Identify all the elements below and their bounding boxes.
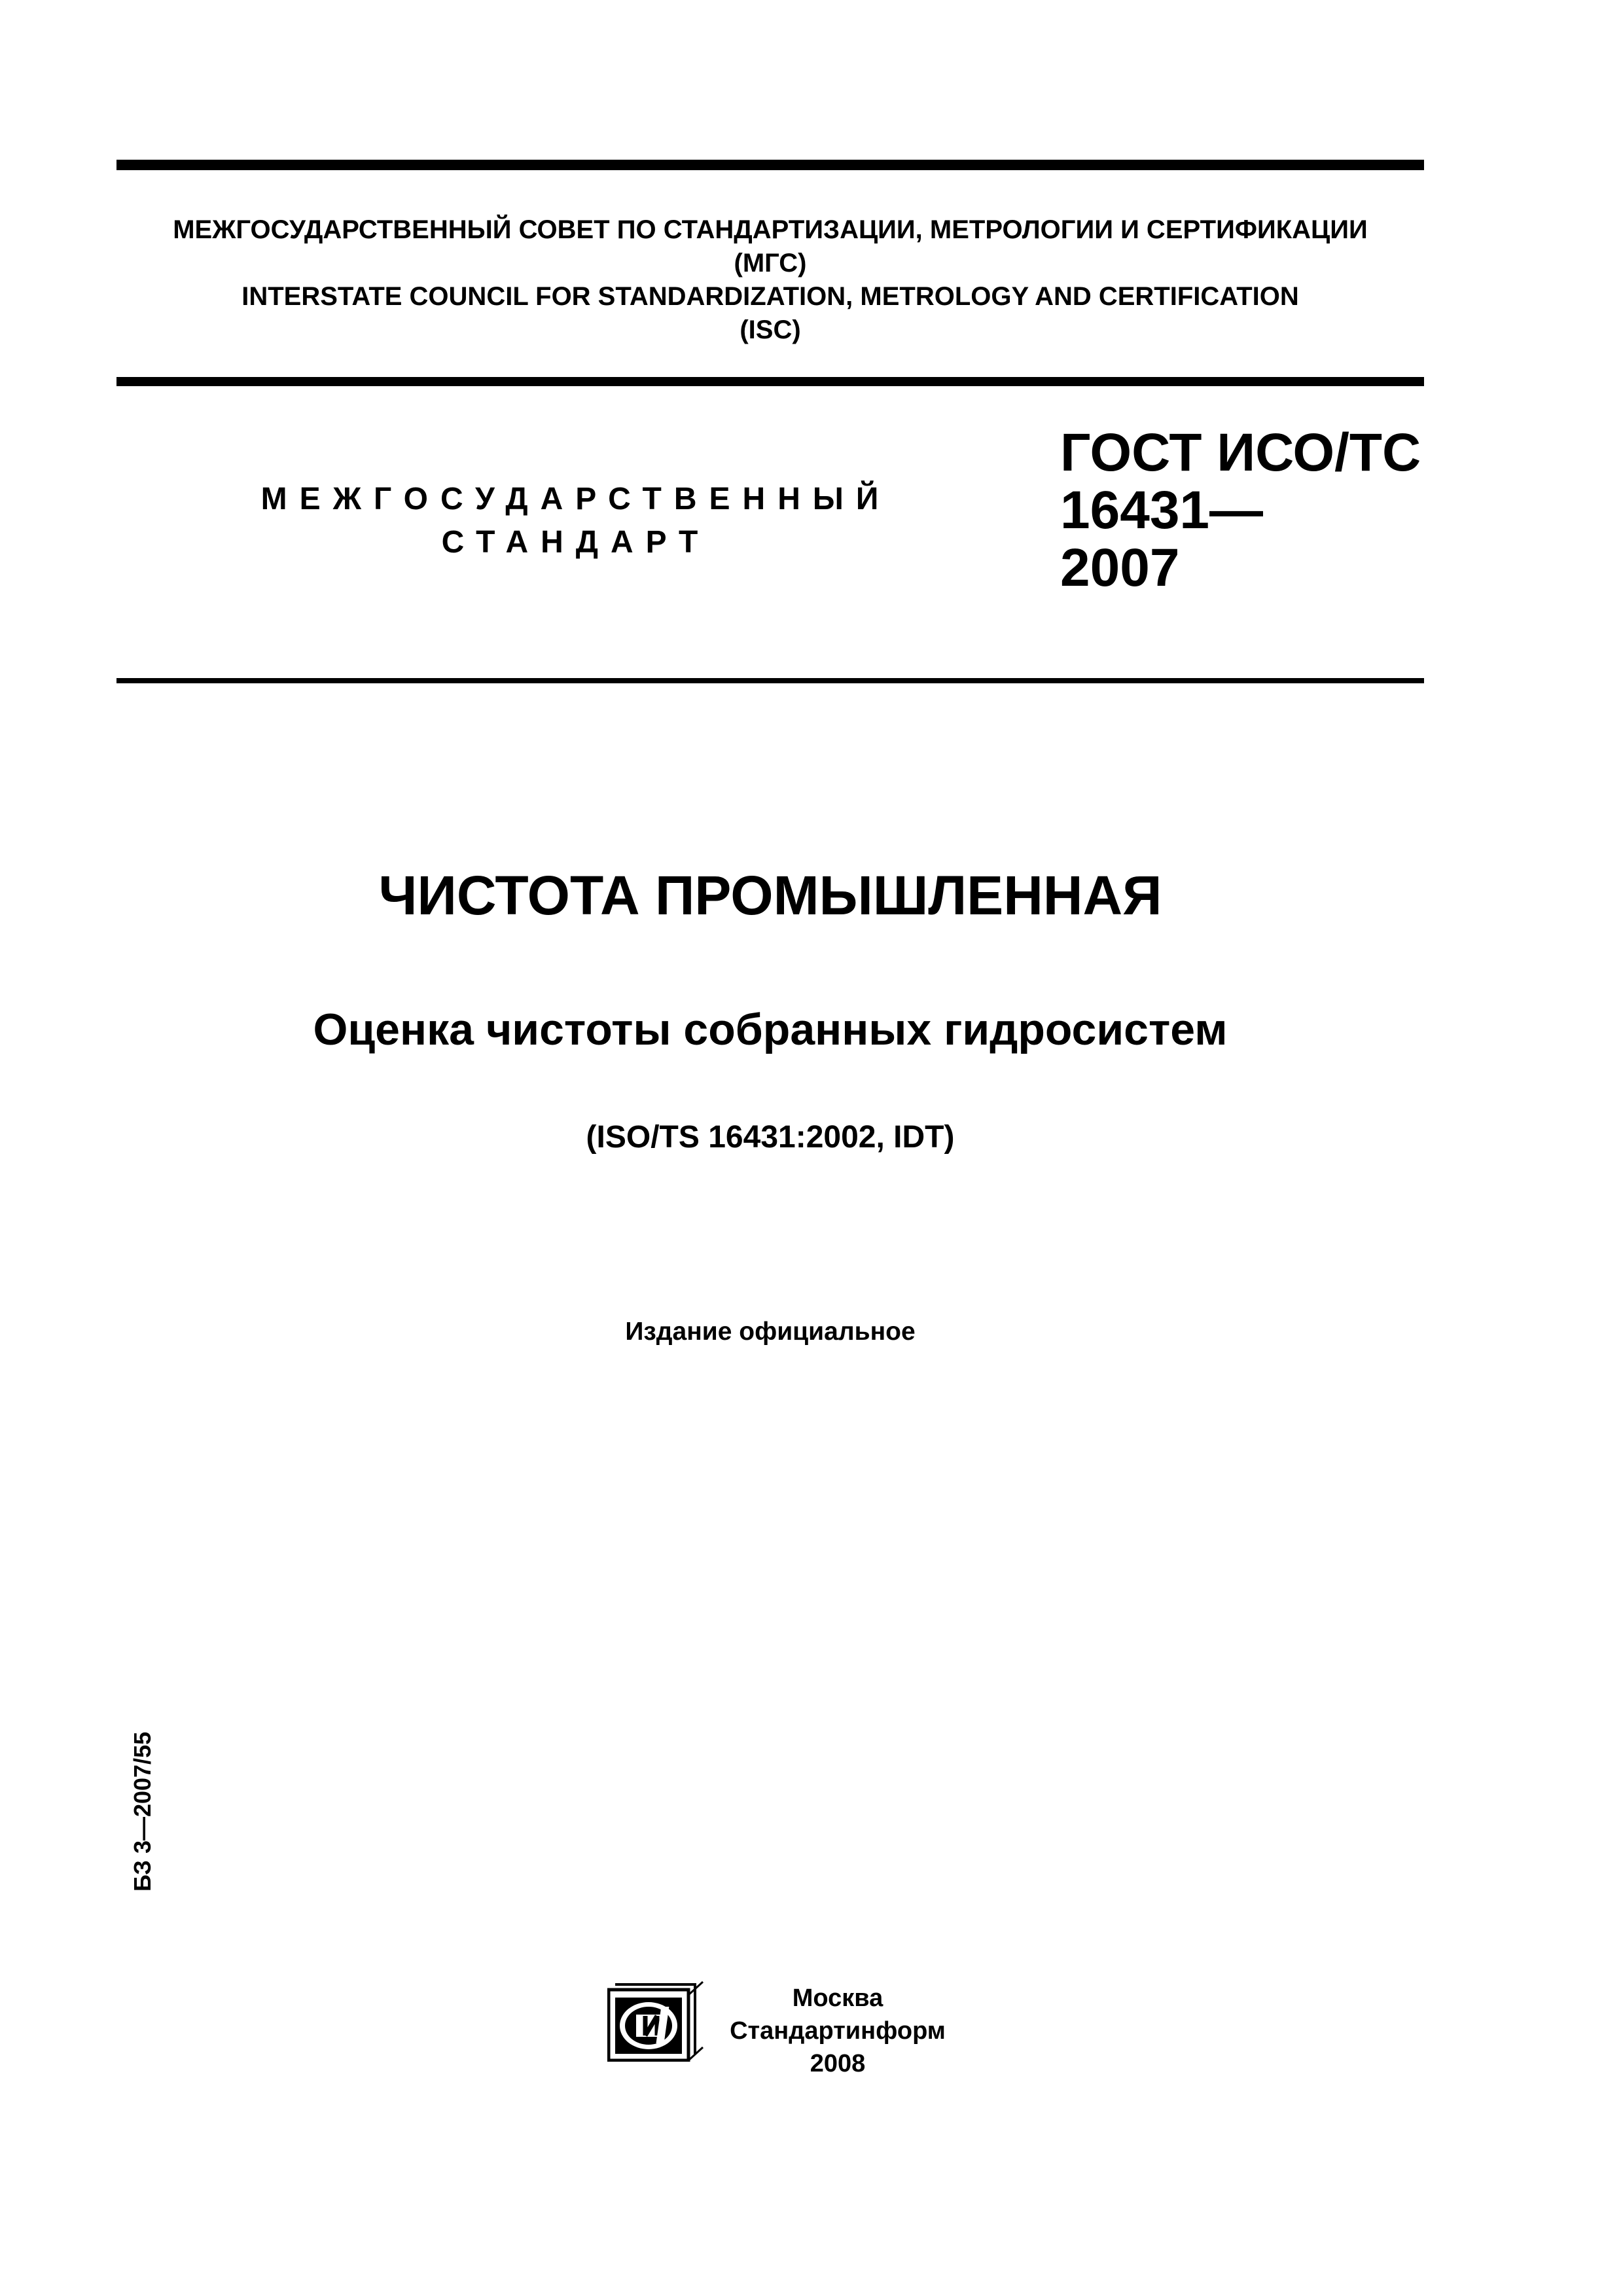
document-subtitle: Оценка чистоты собранных гидросистем: [313, 1005, 1228, 1054]
standard-designation: [1060, 424, 1421, 597]
designation-line1: ГОСТ ИСО/ТС: [1060, 423, 1421, 482]
side-code: БЗ 3—2007/55: [129, 1731, 156, 1892]
designation-line3: 2007: [1060, 538, 1180, 598]
council-name-ru: МЕЖГОСУДАРСТВЕННЫЙ СОВЕТ ПО СТАНДАРТИЗАЦИИ, МЕТРОЛОГИИ И СЕРТИФИКАЦИИ: [173, 215, 1368, 244]
middle-divider: [116, 377, 1424, 386]
standartinform-logo-icon: [607, 1981, 705, 2062]
standard-type-line2: СТАНДАРТ: [441, 525, 711, 560]
publisher-year: 2008: [810, 2050, 866, 2077]
council-header: [116, 213, 1424, 347]
publisher-city: Москва: [792, 1984, 883, 2012]
council-abbr-ru: (МГС): [734, 249, 807, 278]
iso-reference: (ISO/TS 16431:2002, IDT): [586, 1120, 955, 1155]
publisher-block: [726, 1982, 949, 2080]
document-title: ЧИСТОТА ПРОМЫШЛЕННАЯ: [378, 865, 1162, 926]
edition-note: Издание официальное: [625, 1318, 916, 1346]
lower-divider: [116, 678, 1424, 683]
top-divider: [116, 160, 1424, 170]
council-abbr-en: (ISC): [740, 315, 801, 344]
standard-type-line1: МЕЖГОСУДАРСТВЕННЫЙ: [260, 482, 891, 516]
standard-type: [249, 478, 903, 564]
publisher-name: Стандартинформ: [730, 2017, 946, 2045]
designation-line2: 16431—: [1060, 480, 1264, 540]
council-name-en: INTERSTATE COUNCIL FOR STANDARDIZATION, METROLOGY AND CERTIFICATION: [241, 282, 1299, 311]
